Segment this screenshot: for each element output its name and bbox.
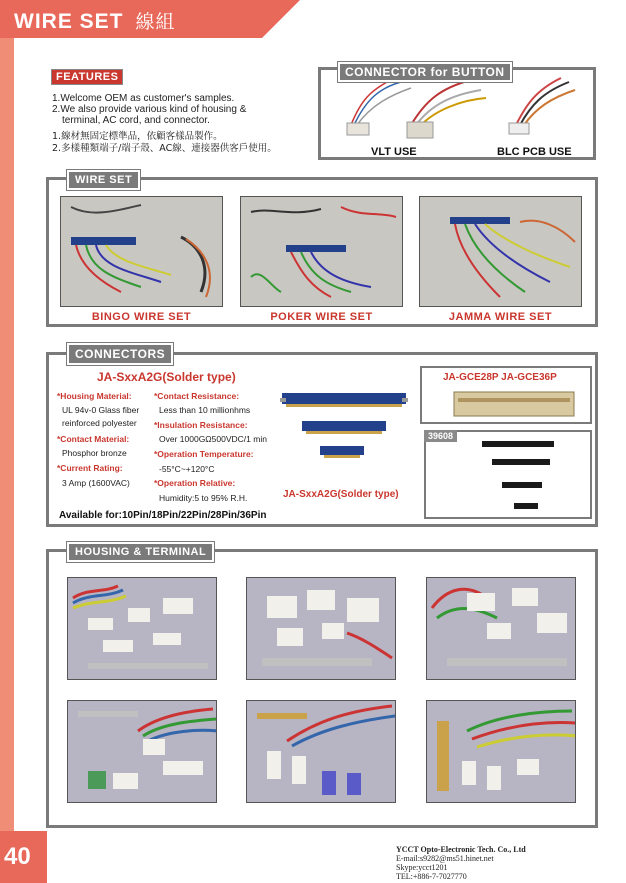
- footer-email: E-mail:s9282@ms51.hinet.net: [396, 854, 494, 863]
- spec-temperature-key: *Operation Temperature:: [154, 449, 254, 459]
- poker-wire-set-photo: [240, 196, 403, 307]
- poker-wire-set-caption: POKER WIRE SET: [270, 311, 373, 323]
- spec-resistance-value: Less than 10 millionhms: [159, 405, 251, 415]
- feature-line: 2.We also provide various kind of housing &: [52, 104, 247, 115]
- connector-button-photo: [321, 70, 593, 157]
- bingo-wire-set-caption: BINGO WIRE SET: [91, 311, 192, 323]
- housing-photo-1: [67, 577, 217, 680]
- gce-label: JA-GCE28P JA-GCE36P: [443, 372, 557, 383]
- terminal-photo-2: [246, 700, 396, 803]
- blc-pcb-use-caption: BLC PCB USE: [497, 146, 572, 158]
- header-corner: [262, 0, 300, 38]
- spec-housing-value: reinforced polyester: [62, 418, 137, 428]
- feature-line-cn: 1.線材無固定標準品，依顧客樣品製作。: [52, 131, 223, 142]
- part-39608-tag: 39608: [424, 430, 457, 442]
- spec-housing-value: UL 94v-0 Glass fiber: [62, 405, 140, 415]
- spec-temperature-value: -55°C~+120°C: [159, 464, 215, 474]
- wire-set-tag: WIRE SET: [67, 170, 140, 190]
- connectors-tag: CONNECTORS: [67, 343, 173, 365]
- available-pins: Available for:10Pin/18Pin/22Pin/28Pin/36Pin: [59, 510, 267, 521]
- features-tag: FEATURES: [51, 69, 123, 85]
- page-number: 40: [4, 843, 31, 870]
- part-39608-frame: [424, 430, 592, 519]
- footer-company: YCCT Opto-Electronic Tech. Co., Ltd: [396, 845, 526, 854]
- spec-insulation-value: Over 1000GΩ500VDC/1 min: [159, 434, 267, 444]
- feature-line: 1.Welcome OEM as customer's samples.: [52, 93, 235, 104]
- jamma-wire-set-photo: [419, 196, 582, 307]
- connector-spec-title: JA-SxxA2G(Solder type): [97, 370, 236, 384]
- part-39608-photo: [426, 432, 590, 517]
- solder-connector-photo: [280, 390, 410, 465]
- terminal-photo-1: [67, 700, 217, 803]
- left-stripe: [0, 38, 14, 831]
- housing-photo-3: [426, 577, 576, 680]
- page-title-en: WIRE SET: [14, 10, 124, 33]
- page-title-cn: 線組: [135, 11, 176, 33]
- vlt-use-caption: VLT USE: [371, 146, 417, 158]
- connector-button-tag: CONNECTOR for BUTTON: [338, 62, 512, 82]
- footer-contact: [396, 845, 526, 881]
- feature-line-cn: 2.多樣種類端子/端子殼、AC線、連接器供客戶使用。: [52, 143, 277, 154]
- footer-skype: Skype:ycct1201: [396, 863, 448, 872]
- jamma-wire-set-caption: JAMMA WIRE SET: [448, 311, 553, 323]
- spec-current-key: *Current Rating:: [57, 463, 123, 473]
- footer-tel: TEL:+886-7-7027770: [396, 872, 467, 881]
- feature-line: terminal, AC cord, and connector.: [62, 115, 210, 126]
- spec-current-value: 3 Amp (1600VAC): [62, 478, 130, 488]
- page-title: [14, 7, 176, 34]
- spec-contact-value: Phosphor bronze: [62, 448, 127, 458]
- spec-humidity-value: Humidity:5 to 95% R.H.: [159, 493, 248, 503]
- spec-housing-key: *Housing Material:: [57, 391, 132, 401]
- spec-resistance-key: *Contact Resistance:: [154, 391, 240, 401]
- housing-terminal-tag: HOUSING & TERMINAL: [67, 542, 214, 562]
- bingo-wire-set-photo: [60, 196, 223, 307]
- housing-photo-2: [246, 577, 396, 680]
- spec-contact-key: *Contact Material:: [57, 434, 130, 444]
- terminal-photo-3: [426, 700, 576, 803]
- solder-connector-caption: JA-SxxA2G(Solder type): [283, 489, 399, 500]
- spec-humidity-key: *Operation Relative:: [154, 478, 236, 488]
- spec-insulation-key: *Insulation Resistance:: [154, 420, 248, 430]
